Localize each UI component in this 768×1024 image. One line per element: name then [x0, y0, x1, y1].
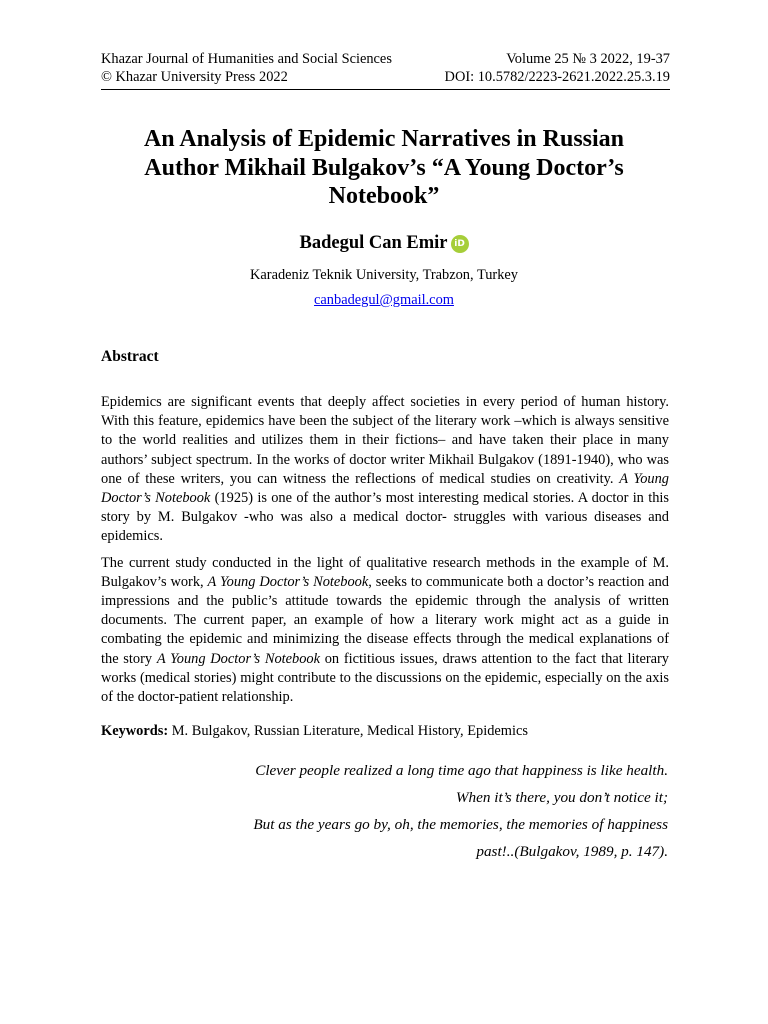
copyright: © Khazar University Press 2022 — [101, 69, 288, 85]
title-line-1: An Analysis of Epidemic Narratives in Russian — [143, 126, 625, 152]
abstract-paragraph-2 — [101, 554, 669, 708]
epigraph-line-2: When it’s there, you don’t notice it; — [455, 789, 668, 806]
abstract-p2-italic-1: A Young Doctor’s Notebook — [207, 573, 369, 590]
abstract-p1-text-b: (1925) is one of the author’s most interesting medical stories. A doctor in this story by M. Bulgakov -who was also a medical doctor- struggles with various diseases and epidemics. — [101, 490, 669, 545]
epigraph-line-3: But as the years go by, oh, the memories, the memories of happiness — [253, 816, 668, 833]
email-link[interactable]: canbadegul@gmail.com — [314, 292, 454, 308]
volume-info: Volume 25 № 3 2022, 19-37 — [506, 51, 670, 67]
header-divider — [101, 89, 670, 90]
keywords-text: M. Bulgakov, Russian Literature, Medical History, Epidemics — [168, 723, 528, 739]
author-name: Badegul Can Emir — [299, 233, 448, 253]
abstract-p2-text-a: The current study conducted in the light of qualitative research methods in the example of M. Bulgakov’s work, — [101, 554, 669, 590]
header-row-1 — [101, 50, 670, 68]
epigraph-line-4: past!..(Bulgakov, 1989, p. 147). — [476, 843, 668, 860]
orcid-icon[interactable]: iD — [451, 235, 469, 253]
journal-name: Khazar Journal of Humanities and Social Sciences — [101, 51, 392, 67]
keywords-line — [101, 722, 669, 741]
abstract-p2-text-c: on fictitious issues, draws attention to the fact that literary works (medical stories) might contribute to the discussions on the epidemic, especially on the axis of the doctor-patient relationship. — [101, 650, 669, 706]
keywords-label: Keywords: — [101, 723, 169, 739]
abstract-p1-italic: A Young Doctor’s Notebook — [101, 470, 670, 507]
epigraph — [101, 757, 668, 865]
abstract-heading: Abstract — [101, 348, 159, 365]
journal-header — [101, 50, 670, 86]
abstract-p2-italic-2: A Young Doctor’s Notebook — [156, 650, 320, 667]
title-line-2: Author Mikhail Bulgakov’s “A Young Doctor’s — [144, 154, 624, 181]
author-block — [101, 231, 667, 255]
email-line — [101, 290, 667, 310]
doi: DOI: 10.5782/2223-2621.2022.25.3.19 — [444, 69, 670, 85]
epigraph-line-1: Clever people realized a long time ago that happiness is like health. — [255, 762, 668, 779]
paper-title — [101, 125, 667, 211]
abstract-body — [101, 393, 669, 707]
header-row-2 — [101, 68, 670, 86]
affiliation: Karadeniz Teknik University, Trabzon, Turkey — [250, 267, 518, 283]
title-line-3: Notebook” — [328, 183, 440, 209]
abstract-p1-text-a: Epidemics are significant events that deeply affect societies in every period of human history. With this feature, epidemics have been the subject of the literary work –which is always sensitive to the world realities and utilizes them in their fictions– and have taken their place in many authors’ subject spectrum. In the works of doctor writer Mikhail Bulgakov (1891-1940), who was one of these writers, you can witness the reflections of medical studies on creativity. — [101, 394, 669, 487]
abstract-p2-text-b: , seeks to communicate both a doctor’s reaction and impressions and the public’s attitude towards the epidemic through the analysis of written documents. The current paper, an example of how a literary work might act as a guide in combating the epidemic and minimizing the disease effects through the medical explanations of the story — [101, 573, 669, 667]
abstract-paragraph-1 — [101, 393, 669, 547]
